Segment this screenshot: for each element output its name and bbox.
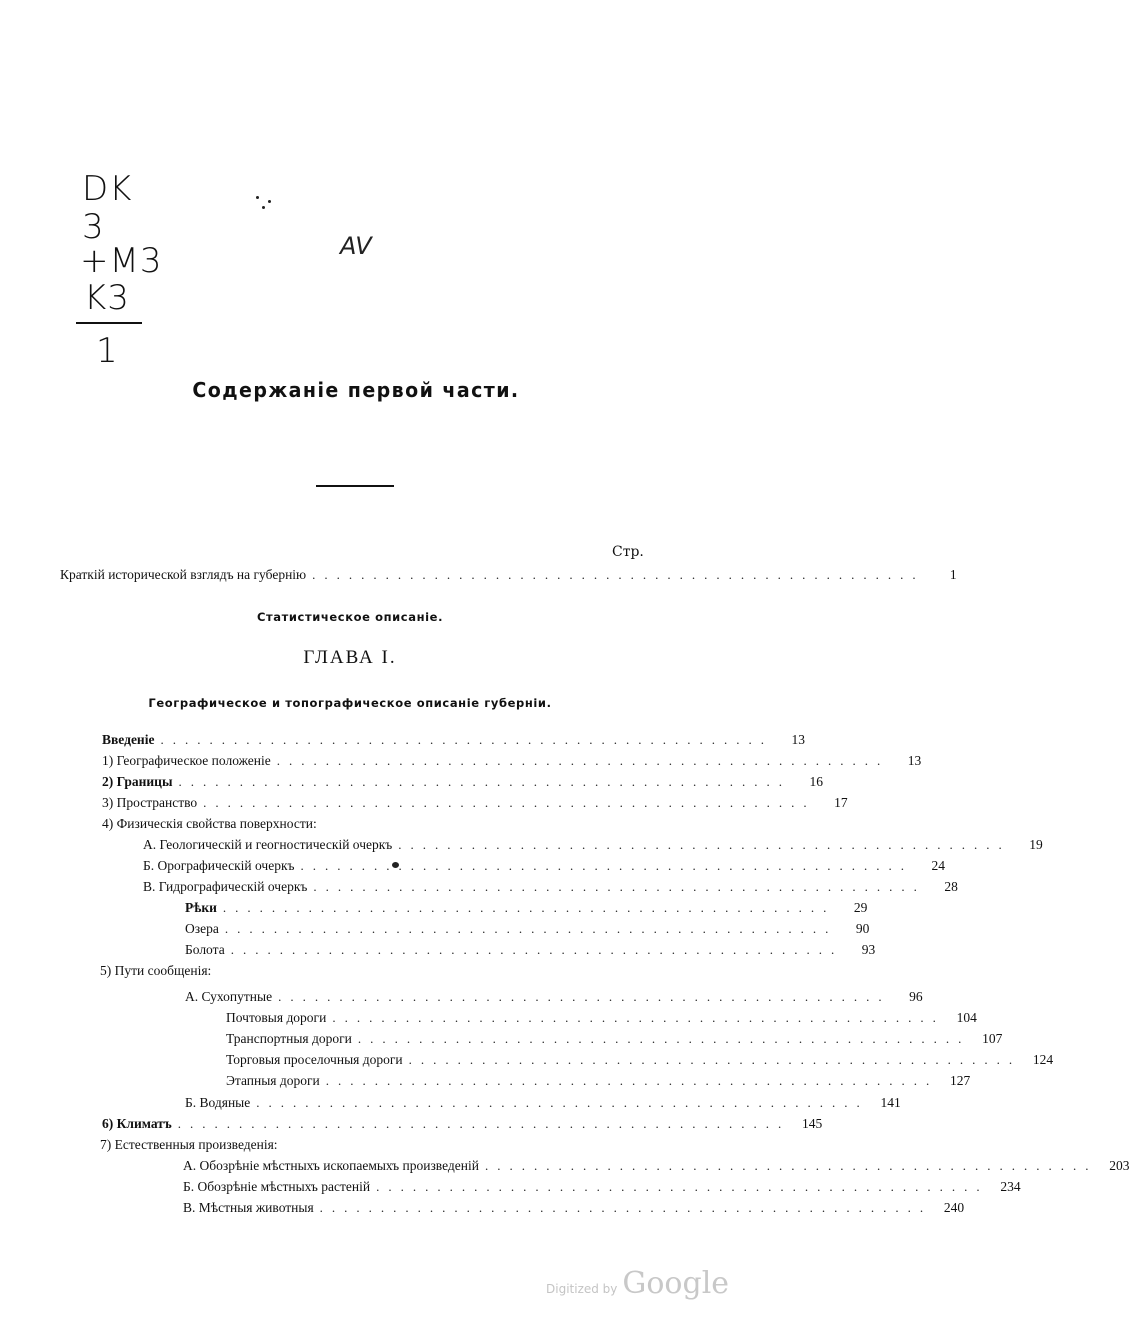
toc-entry-page: 13 [907,753,922,768]
toc-leader-dots: .................................................. [484,1158,1098,1173]
toc-leader-dots: .................................................. [319,1200,933,1215]
toc-entry-page: 240 [943,1200,965,1215]
toc-entry-label: А. Обозрѣніе мѣстныхъ ископаемыхъ произведеній [183,1158,479,1173]
toc-leader-dots: .................................................. [398,837,1011,852]
toc-leader-dots: .................................................. [177,1116,791,1131]
toc-entry [100,963,644,983]
toc-entry [102,1116,823,1136]
toc-entry [183,1179,1021,1199]
toc-leader-dots: .................................................. [300,858,913,873]
call-number-line-2: 3 [82,207,105,247]
toc-entry [183,1158,1129,1178]
ink-speck [268,200,271,203]
toc-leader-dots: .................................................. [160,732,773,747]
toc-entry-page: 145 [802,1116,823,1131]
toc-entry-label: Этапныя дороги [226,1073,320,1088]
toc-entry [185,921,870,941]
toc-leader-dots: .................................................. [376,1179,989,1194]
toc-entry-label: 5) Пути сообщенія: [100,963,212,978]
toc-leader-dots: .................................................. [312,567,925,582]
toc-entry [185,1095,901,1115]
toc-leader-dots: .................................................. [222,900,836,915]
toc-entry-label: Краткій исторической взглядъ на губернію [60,567,307,582]
toc-leader-dots: .................................................. [256,1095,869,1110]
toc-leader-dots: .................................................. [224,921,838,936]
toc-entry-page: 104 [956,1010,977,1025]
toc-entry-page: 124 [1032,1052,1054,1067]
toc-entry-page: 127 [950,1073,971,1088]
toc-entry-label: Б. Орографическій очеркъ [143,858,295,873]
toc-entry-label: 4) Физическія свойства поверхности: [102,816,317,831]
toc-leader-dots: .................................................. [408,1052,1022,1067]
toc-entry-intro [60,567,957,587]
toc-entry-label: Рѣки [185,900,217,915]
page-column-header: Стр. [612,544,644,560]
toc-entry-label: А. Сухопутные [185,989,273,1004]
toc-entry-page: 90 [855,921,870,936]
toc-entry [143,858,945,878]
toc-entry-page: 203 [1109,1158,1129,1173]
chapter-heading: ГЛАВА I. [303,647,397,668]
toc-leader-dots: .................................................. [313,879,926,894]
toc-entry-page: 1 [949,567,957,582]
ink-speck [262,206,265,209]
call-number-line-1: DK [82,169,133,209]
toc-entry [185,942,876,962]
toc-entry-label: Введеніе [102,732,155,747]
toc-entry [183,1200,965,1220]
toc-entry-label: Почтовыя дороги [226,1010,327,1025]
toc-entry-label: 6) Климатъ [102,1116,172,1131]
toc-entry [102,774,823,794]
toc-leader-dots: .................................................. [332,1010,945,1025]
toc-entry-page: 29 [853,900,868,915]
toc-entry-page: 141 [880,1095,901,1110]
toc-entry-page: 93 [861,942,876,957]
toc-entry-label: А. Геологическій и геогностическій очеркъ [143,837,393,852]
toc-leader-dots: .................................................. [325,1073,939,1088]
ink-speck [256,196,259,199]
toc-leader-dots: .................................................. [278,989,891,1004]
toc-entry [226,1010,977,1030]
toc-entry [226,1052,1054,1072]
toc-leader-dots: .................................................. [230,942,844,957]
toc-entry-label: Торговыя проселочныя дороги [226,1052,403,1067]
toc-entry [102,795,848,815]
handwritten-note: AV [340,232,372,260]
toc-entry [100,1137,644,1157]
toc-entry-label: Б. Водяные [185,1095,251,1110]
toc-entry-label: В. Мѣстныя животныя [183,1200,314,1215]
toc-entry [102,816,644,836]
toc-entry [102,732,805,752]
toc-entry-label: Транспортныя дороги [226,1031,352,1046]
chapter-subheading: Географическое и топографическое описаніе губерніи. [148,696,552,710]
google-logo: Google [622,1266,730,1301]
toc-entry-label: 3) Пространство [102,795,198,810]
toc-leader-dots: .................................................. [357,1031,971,1046]
toc-entry [185,989,923,1009]
watermark-prefix: Digitized by [546,1282,618,1296]
toc-entry-page: 17 [834,795,848,810]
toc-entry-label: 2) Границы [102,774,173,789]
call-number-line-4: K3 [84,278,130,318]
call-number-line-3: +M3 [80,241,163,281]
toc-leader-dots: .................................................. [276,753,890,768]
toc-leader-dots: .................................................. [203,795,816,810]
toc-entry-page: 28 [944,879,958,894]
toc-entry [185,900,868,920]
toc-entry-label: 1) Географическое положеніе [102,753,271,768]
toc-entry-page: 19 [1029,837,1043,852]
toc-entry-page: 24 [931,858,945,873]
toc-entry-label: Б. Обозрѣніе мѣстныхъ растеній [183,1179,371,1194]
toc-leader-dots: .................................................. [178,774,791,789]
call-number-line-5: 1 [96,331,119,371]
toc-entry [226,1073,971,1093]
toc-entry-page: 16 [809,774,823,789]
digitized-watermark [546,1266,729,1301]
toc-entry-label: 7) Естественныя произведенія: [100,1137,278,1152]
toc-entry-page: 107 [982,1031,1003,1046]
section-heading: Статистическое описаніе. [256,610,444,624]
toc-entry-page: 234 [1000,1179,1021,1194]
toc-entry [102,753,922,773]
toc-entry-label: В. Гидрографическій очеркъ [143,879,308,894]
toc-entry [143,837,1043,857]
toc-entry-label: Озера [185,921,219,936]
page-title: Содержаніе первой части. [192,378,520,402]
call-number-divider [76,322,142,324]
toc-entry [226,1031,1003,1051]
toc-entry-label: Болота [185,942,225,957]
title-divider [316,485,394,487]
toc-entry [143,879,958,899]
toc-entry-page: 96 [909,989,923,1004]
toc-entry-page: 13 [791,732,805,747]
